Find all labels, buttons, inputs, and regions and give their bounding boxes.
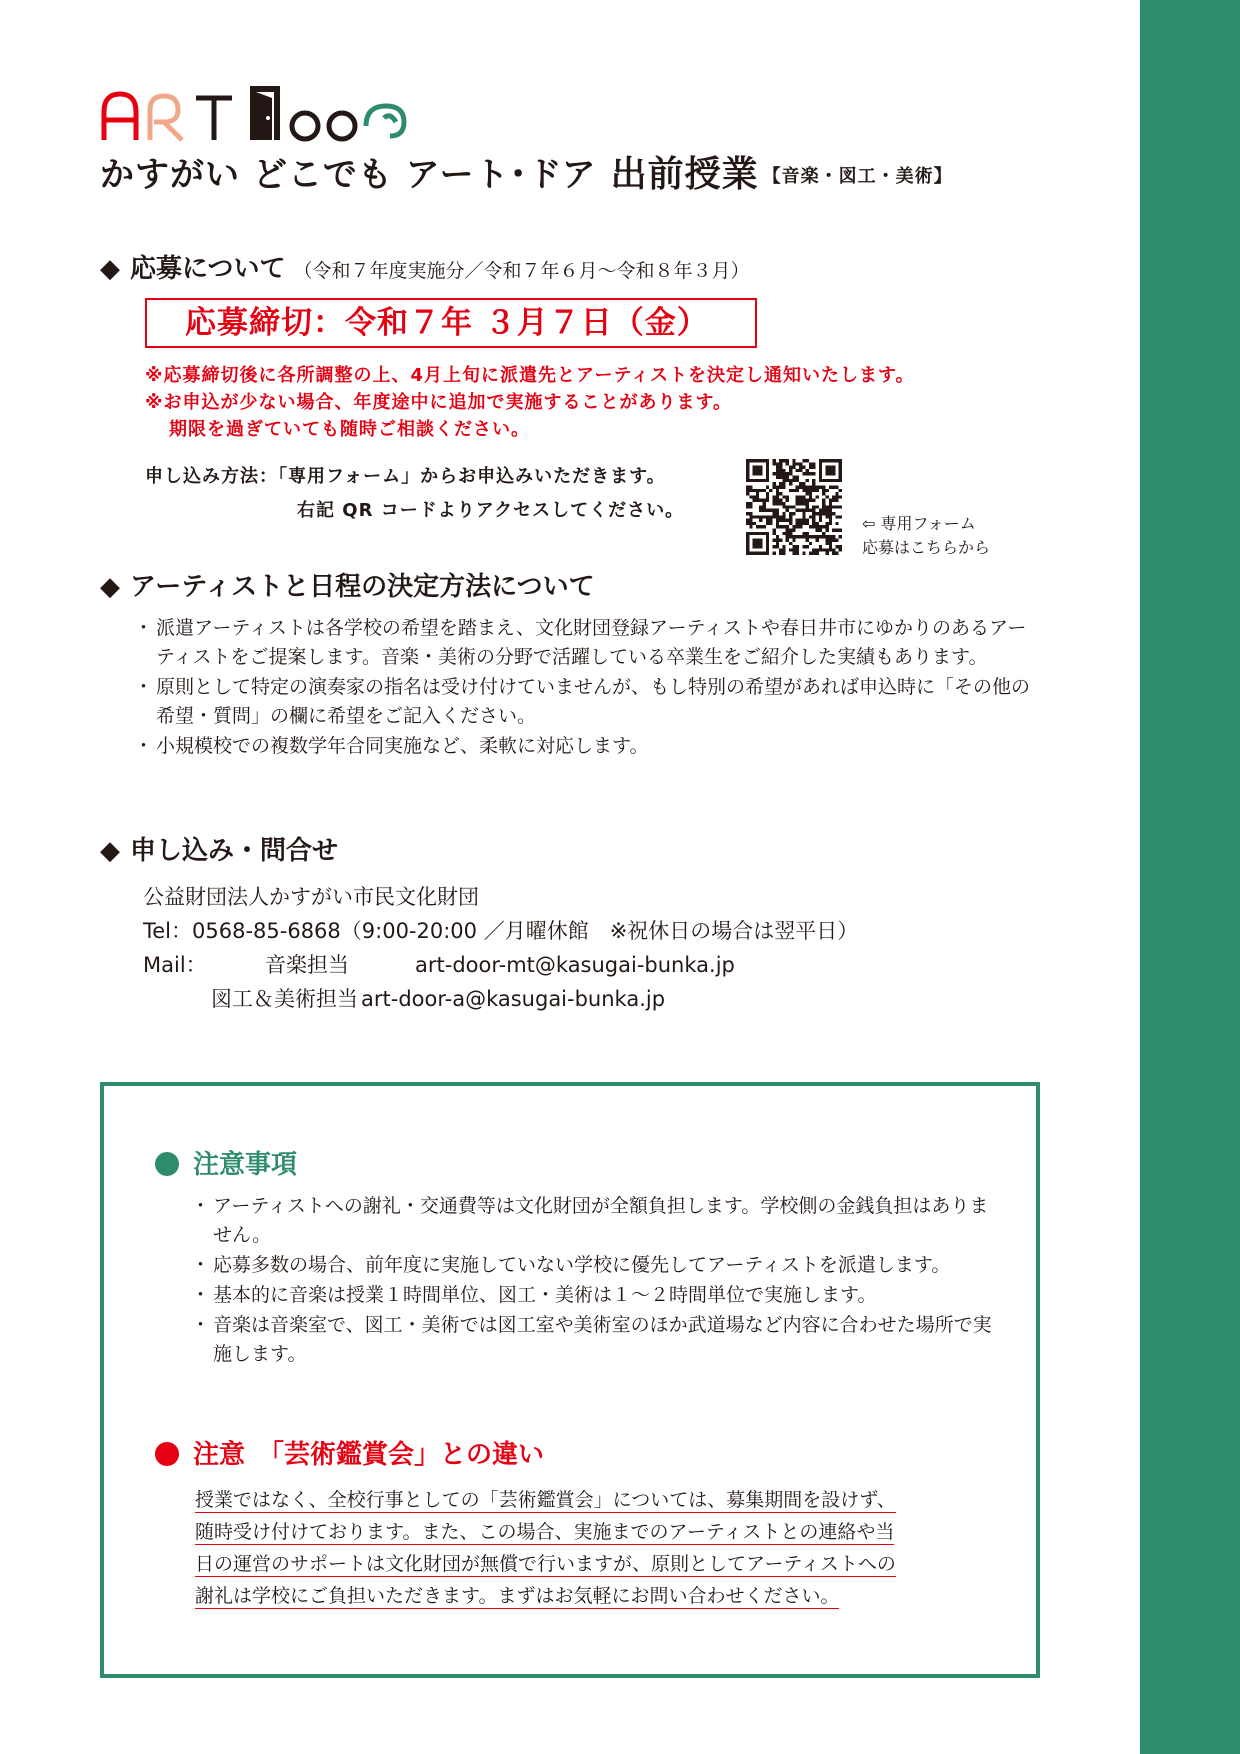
- caution-line: 日の運営のサポートは文化財団が無償で行いますが、原則としてアーティストへの: [195, 1553, 896, 1575]
- red-dot-icon: [155, 1442, 179, 1466]
- caution-heading: [155, 1434, 544, 1471]
- mail-row-music: [143, 948, 858, 982]
- notice-title: 注意事項: [193, 1150, 298, 1180]
- section-note: （令和７年度実施分／令和７年６月～令和８年３月）: [293, 260, 750, 282]
- caution-title: 注意 「芸術鑑賞会」との違い: [193, 1440, 545, 1470]
- page-title: [100, 146, 953, 197]
- list-item: ・ 派遣アーティストは各学校の希望を踏まえ、文化財団登録アーティストや春日井市にゆかりのあるアーティストをご提案します。音楽・美術の分野で活躍している卒業生をご紹介した実績もあります。: [138, 614, 1043, 672]
- right-green-bar: [1140, 0, 1240, 1754]
- caution-line: 授業ではなく、全校行事としての「芸術鑑賞会」については、募集期間を設けず、: [195, 1489, 896, 1511]
- art-contact-label: 図工＆美術担当: [211, 987, 358, 1011]
- notice-heading: [155, 1144, 297, 1181]
- section-artist-heading: [100, 566, 595, 603]
- art-email-link[interactable]: art-door-a@kasugai-bunka.jp: [361, 987, 666, 1011]
- subject-tag: 【音楽・図工・美術】: [762, 166, 953, 187]
- list-item: ・ 小規模校での複数学年合同実施など、柔軟に対応します。: [138, 732, 1043, 761]
- subtitle-text: かすがい どこでも アート･ドア: [100, 155, 597, 195]
- contact-info: [143, 880, 858, 1016]
- artist-bullet-list: [138, 614, 1043, 762]
- red-note: ※応募締切後に各所調整の上、4月上旬に派遣先とアーティストを決定し通知いたします。: [145, 365, 915, 386]
- red-note: 期限を過ぎていても随時ご相談ください。: [169, 419, 530, 440]
- caution-line: 謝礼は学校にご負担いただきます。まずはお気軽にお問い合わせください。: [195, 1585, 840, 1607]
- section-contact-heading: [100, 830, 338, 867]
- qr-caption: [862, 512, 990, 560]
- list-item: ・ 原則として特定の演奏家の指名は受け付けていませんが、もし特別の希望があれば申込時に「その他の希望・質問」の欄に希望をご記入ください。: [138, 673, 1043, 731]
- red-note: ※お申込が少ない場合、年度途中に追加で実施することがあります。: [145, 392, 733, 413]
- mail-label: Mail：: [143, 953, 207, 977]
- application-method: [145, 460, 684, 528]
- apply-line: 右記 QR コードよりアクセスしてください。: [297, 500, 685, 521]
- caution-line: 随時受け付けております。また、この場合、実施までのアーティストとの連絡や当: [195, 1521, 895, 1543]
- qr-caption-line: ⇦ 専用フォーム: [862, 514, 976, 533]
- red-notes: [145, 362, 915, 443]
- org-name: 公益財団法人かすがい市民文化財団: [143, 885, 479, 909]
- qr-code[interactable]: [746, 459, 842, 555]
- music-contact-label: 音楽担当: [265, 953, 349, 977]
- list-item: ・ 音楽は音楽室で、図工・美術では図工室や美術室のほか武道場など内容に合わせた場所で実施します。: [195, 1311, 995, 1369]
- art-door-logo: [100, 82, 430, 144]
- notice-bullet-list: [195, 1192, 995, 1370]
- deadline-box: 応募締切：令和７年 ３月７日（金）: [145, 298, 757, 348]
- section-title: 申し込み・問合せ: [130, 836, 339, 866]
- diamond-icon: ◆: [100, 836, 120, 866]
- caution-text: [195, 1484, 995, 1612]
- section-title: 応募について: [130, 254, 286, 284]
- diamond-icon: ◆: [100, 254, 120, 284]
- section-application-heading: [100, 248, 750, 285]
- section-title: アーティストと日程の決定方法について: [130, 572, 595, 602]
- tel-line: Tel：0568-85-6868（9:00-20:00 ／月曜休館 ※祝休日の場合は翌平日）: [143, 919, 859, 943]
- music-email-link[interactable]: art-door-mt@kasugai-bunka.jp: [415, 953, 735, 977]
- list-item: ・ 基本的に音楽は授業１時間単位、図工・美術は１～２時間単位で実施します。: [195, 1281, 995, 1310]
- diamond-icon: ◆: [100, 572, 120, 602]
- green-dot-icon: [155, 1152, 179, 1176]
- mail-row-art: [143, 982, 858, 1016]
- qr-caption-line: 応募はこちらから: [862, 538, 991, 557]
- main-title: 出前授業: [610, 154, 759, 195]
- apply-line: 申し込み方法：「専用フォーム」からお申込みいただきます。: [145, 466, 666, 487]
- list-item: ・ アーティストへの謝礼・交通費等は文化財団が全額負担します。学校側の金銭負担はありません。: [195, 1192, 995, 1250]
- list-item: ・ 応募多数の場合、前年度に実施していない学校に優先してアーティストを派遣します。: [195, 1251, 995, 1280]
